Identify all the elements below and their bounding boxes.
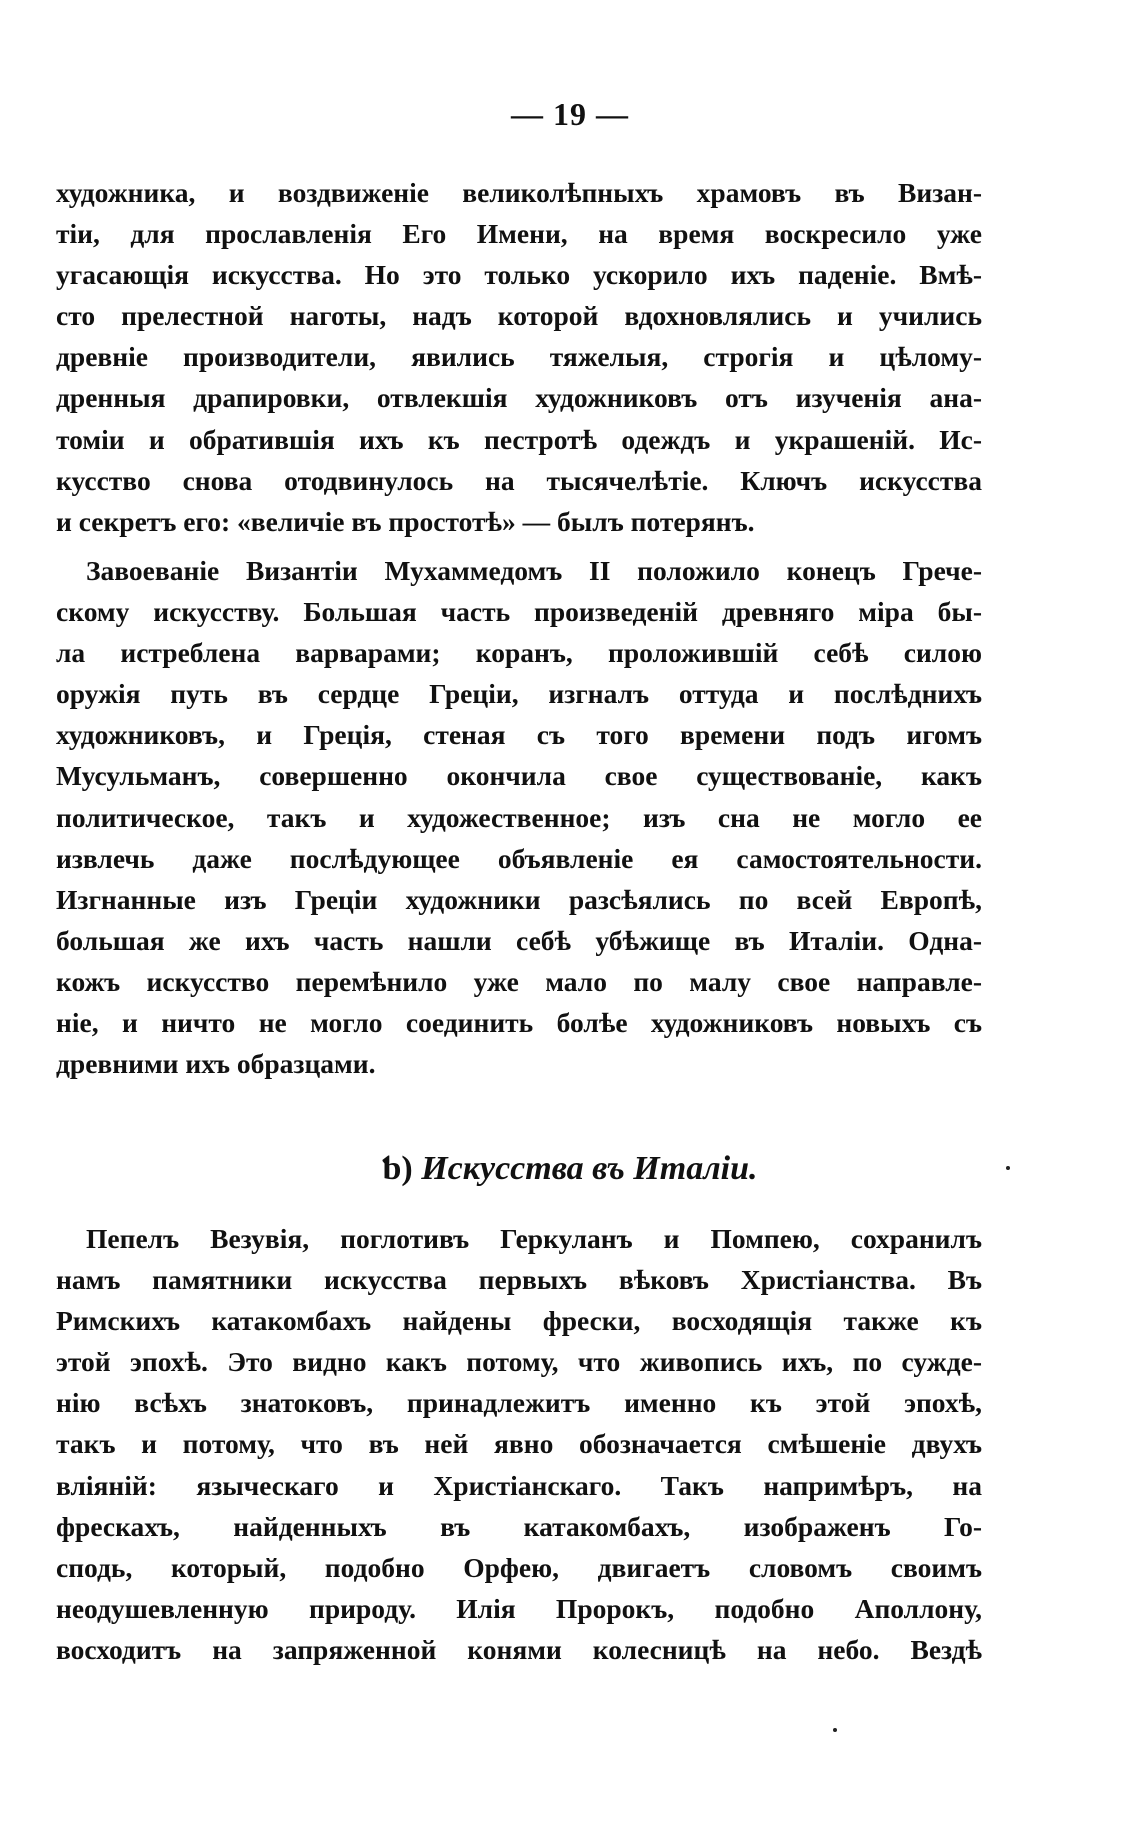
paragraph-art-in-italy: [56, 1218, 982, 1670]
text-line: извлечь даже послѣдующее объявленіе ея самостоятельности.: [56, 842, 982, 874]
text-line: дренныя драпировки, отвлекшія художниковъ отъ изученія ана-: [56, 382, 982, 414]
print-speck: [833, 1728, 837, 1732]
text-line: такъ и потому, что въ ней явно обозначается смѣшеніе двухъ: [56, 1428, 982, 1460]
text-line: фрескахъ, найденныхъ въ катакомбахъ, изображенъ Го-: [56, 1510, 982, 1542]
text-line: древніе производители, явились тяжелыя, строгія и цѣлому-: [56, 341, 982, 373]
text-line: Завоеваніе Византіи Мухаммедомъ II положило конецъ Грече-: [86, 555, 982, 586]
text-line: вліяній: языческаго и Христіанскаго. Такъ напримѣръ, на: [56, 1469, 982, 1501]
print-speck: [1006, 1166, 1010, 1170]
text-line: этой эпохѣ. Это видно какъ потому, что живопись ихъ, по сужде-: [56, 1346, 982, 1378]
text-line: ніе, и ничто не могло соединить болѣе художниковъ новыхъ съ: [56, 1007, 982, 1039]
section-heading: [0, 1150, 1140, 1188]
text-line: томіи и обратившія ихъ къ пестротѣ одеждъ и украшеній. Ис-: [56, 423, 982, 455]
text-line: художниковъ, и Греція, стеная съ того времени подъ игомъ: [56, 719, 982, 751]
text-line: оружія путь въ сердце Греціи, изгналъ оттуда и послѣднихъ: [56, 678, 982, 710]
text-line: скому искусству. Большая часть произведеній древняго міра бы-: [56, 596, 982, 628]
text-line: древними ихъ образцами.: [56, 1048, 376, 1080]
text-line: Мусульманъ, совершенно окончила свое существованіе, какъ: [56, 760, 982, 792]
text-line: ла истреблена варварами; коранъ, проложившій себѣ силою: [56, 637, 982, 669]
page-number: — 19 —: [511, 96, 629, 132]
text-line: угасающія искусства. Но это только ускорило ихъ паденіе. Вмѣ-: [56, 259, 982, 291]
text-line: политическое, такъ и художественное; изъ сна не могло ее: [56, 801, 982, 833]
text-line: сподь, который, подобно Орфею, двигаетъ словомъ своимъ: [56, 1551, 982, 1583]
text-line: Римскихъ катакомбахъ найдены фрески, восходящія также къ: [56, 1305, 982, 1337]
text-line: сто прелестной наготы, надъ которой вдохновлялись и учились: [56, 300, 982, 332]
paragraph-byzantine-art: [56, 172, 982, 542]
text-line: нію всѣхъ знатоковъ, принадлежитъ именно къ этой эпохѣ,: [56, 1387, 982, 1419]
text-line: художника, и воздвиженіе великолѣпныхъ храмовъ въ Визан-: [56, 177, 982, 208]
paragraph-conquest-of-byzantium: [56, 550, 982, 1084]
text-line: и секретъ его: «величіе въ простотѣ» — былъ потерянъ.: [56, 505, 755, 537]
section-marker: ƅ): [382, 1150, 413, 1187]
text-line: тіи, для прославленія Его Имени, на время воскресило уже: [56, 218, 982, 250]
text-line: Пепелъ Везувія, поглотивъ Геркуланъ и Помпею, сохранилъ: [86, 1223, 982, 1254]
text-line: восходитъ на запряженной конями колесницѣ на небо. Вездѣ: [56, 1633, 982, 1665]
text-line: кожъ искусство перемѣнило уже мало по малу свое направле-: [56, 965, 982, 997]
text-line: неодушевленную природу. Илія Пророкъ, подобно Аполлону,: [56, 1592, 982, 1624]
section-title: Искусства въ Италіи.: [421, 1150, 758, 1187]
text-line: Изгнанные изъ Греціи художники разсѣялись по всей Европѣ,: [56, 883, 982, 915]
text-line: намъ памятники искусства первыхъ вѣковъ Христіанства. Въ: [56, 1264, 982, 1296]
text-line: большая же ихъ часть нашли себѣ убѣжище въ Италіи. Одна-: [56, 924, 982, 956]
text-line: кусство снова отодвинулось на тысячелѣтіе. Ключъ искусства: [56, 464, 982, 496]
